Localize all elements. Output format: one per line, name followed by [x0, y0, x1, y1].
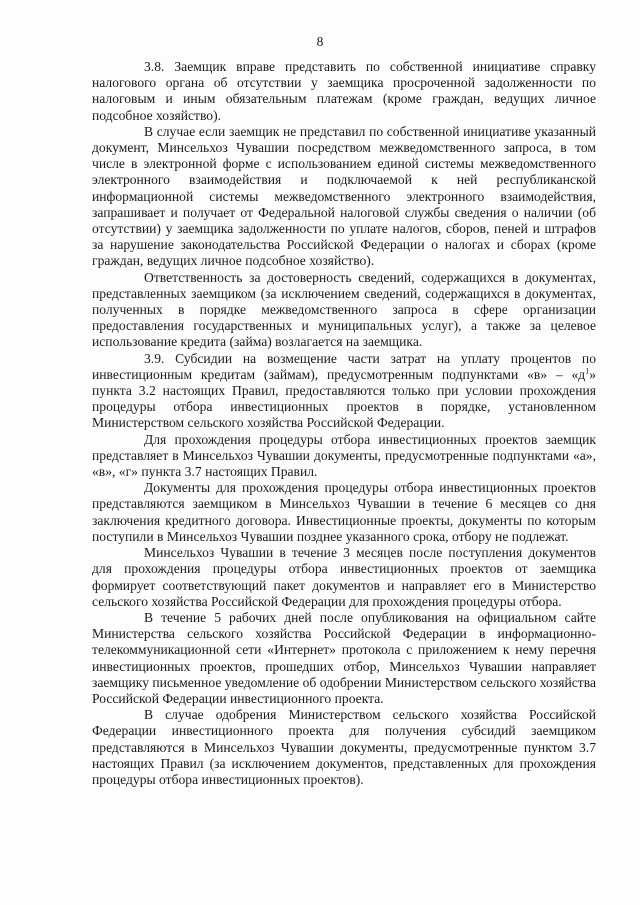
paragraph-notification: В течение 5 рабочих дней после опубликования на официальном сайте Министерства сельского хозяйства Российской Федерации в информационно-телекоммуникационной сети «Интернет» протокола с приложением к нему перечня инвестиционных проектов, прошедших отбор, Минсельхоз Чувашии направляет заемщику письменное уведомление об одобрении Министерством сельского хозяйства Российской Федерации инвестиционного проекта. [92, 609, 596, 706]
paragraph-3-9-part-2: » пункта 3.2 настоящих Правил, предоставляются только при условии прохождения процедуры отбора инвестиционных проектов в порядке, установленном Министерством сельского хозяйства Российской Федерации. [92, 366, 596, 431]
paragraph-3-9 [92, 351, 596, 432]
document-body [92, 59, 596, 788]
superscript-one: 1 [585, 366, 590, 376]
paragraph-selection-documents: Для прохождения процедуры отбора инвестиционных проектов заемщик представляет в Минсельхоз Чувашии документы, предусмотренные подпунктами «а», «в», «г» пункта 3.7 настоящих Правил. [92, 431, 596, 480]
paragraph-responsibility: Ответственность за достоверность сведений, содержащихся в документах, представленных заемщиком (за исключением сведений, содержащихся в документах, полученных в порядке межведомственного запроса в сфере организации предоставления государственных и муниципальных услуг), а также за целевое использование кредита (займа) возлагается на заемщика. [92, 269, 596, 350]
paragraph-submission-deadline: Документы для прохождения процедуры отбора инвестиционных проектов представляются заемщиком в Минсельхоз Чувашии в течение 6 месяцев со дня заключения кредитного договора. Инвестиционные проекты, документы по которым поступили в Минсельхоз Чувашии позднее указанного срока, отбору не подлежат. [92, 480, 596, 544]
paragraph-ministry-forwarding: Минсельхоз Чувашии в течение 3 месяцев после поступления документов для прохождения процедуры отбора инвестиционных проектов от заемщика формирует соответствующий пакет документов и направляет его в Министерство сельского хозяйства Российской Федерации для прохождения процедуры отбора. [92, 545, 596, 609]
paragraph-3-8: 3.8. Заемщик вправе представить по собственной инициативе справку налогового органа об отсутствии у заемщика просроченной задолженности по налоговым и иным обязательным платежам (кроме граждан, ведущих личное подсобное хозяйство). [92, 59, 596, 123]
paragraph-approval-documents: В случае одобрения Министерством сельского хозяйства Российской Федерации инвестиционного проекта для получения субсидий заемщиком представляются в Минсельхоз Чувашии документы, предусмотренные пунктом 3.7 настоящих Правил (за исключением документов, представленных для прохождения процедуры отбора инвестиционных проектов). [92, 707, 596, 787]
paragraph-3-9-part-1: 3.9. Субсидии на возмещение части затрат на уплату процентов по инвестиционным кредитам (займам), предусмотренным подпунктами «в» – «д [92, 350, 596, 382]
page-number: 8 [316, 34, 324, 49]
paragraph-interagency-request: В случае если заемщик не представил по собственной инициативе указанный документ, Минсельхоз Чувашии посредством межведомственного запроса, в том числе в электронной форме с использованием единой системы межведомственного электронного взаимодействия и подключаемой к ней республиканской информационной системы межведомственного электронного взаимодействия, запрашивает и получает от Федеральной налоговой службы сведения о наличии (об отсутствии) у заемщика задолженности по уплате налогов, сборов, пеней и штрафов за нарушение законодательства Российской Федерации о налогах и сборах (кроме граждан, ведущих личное подсобное хозяйство). [92, 123, 596, 269]
